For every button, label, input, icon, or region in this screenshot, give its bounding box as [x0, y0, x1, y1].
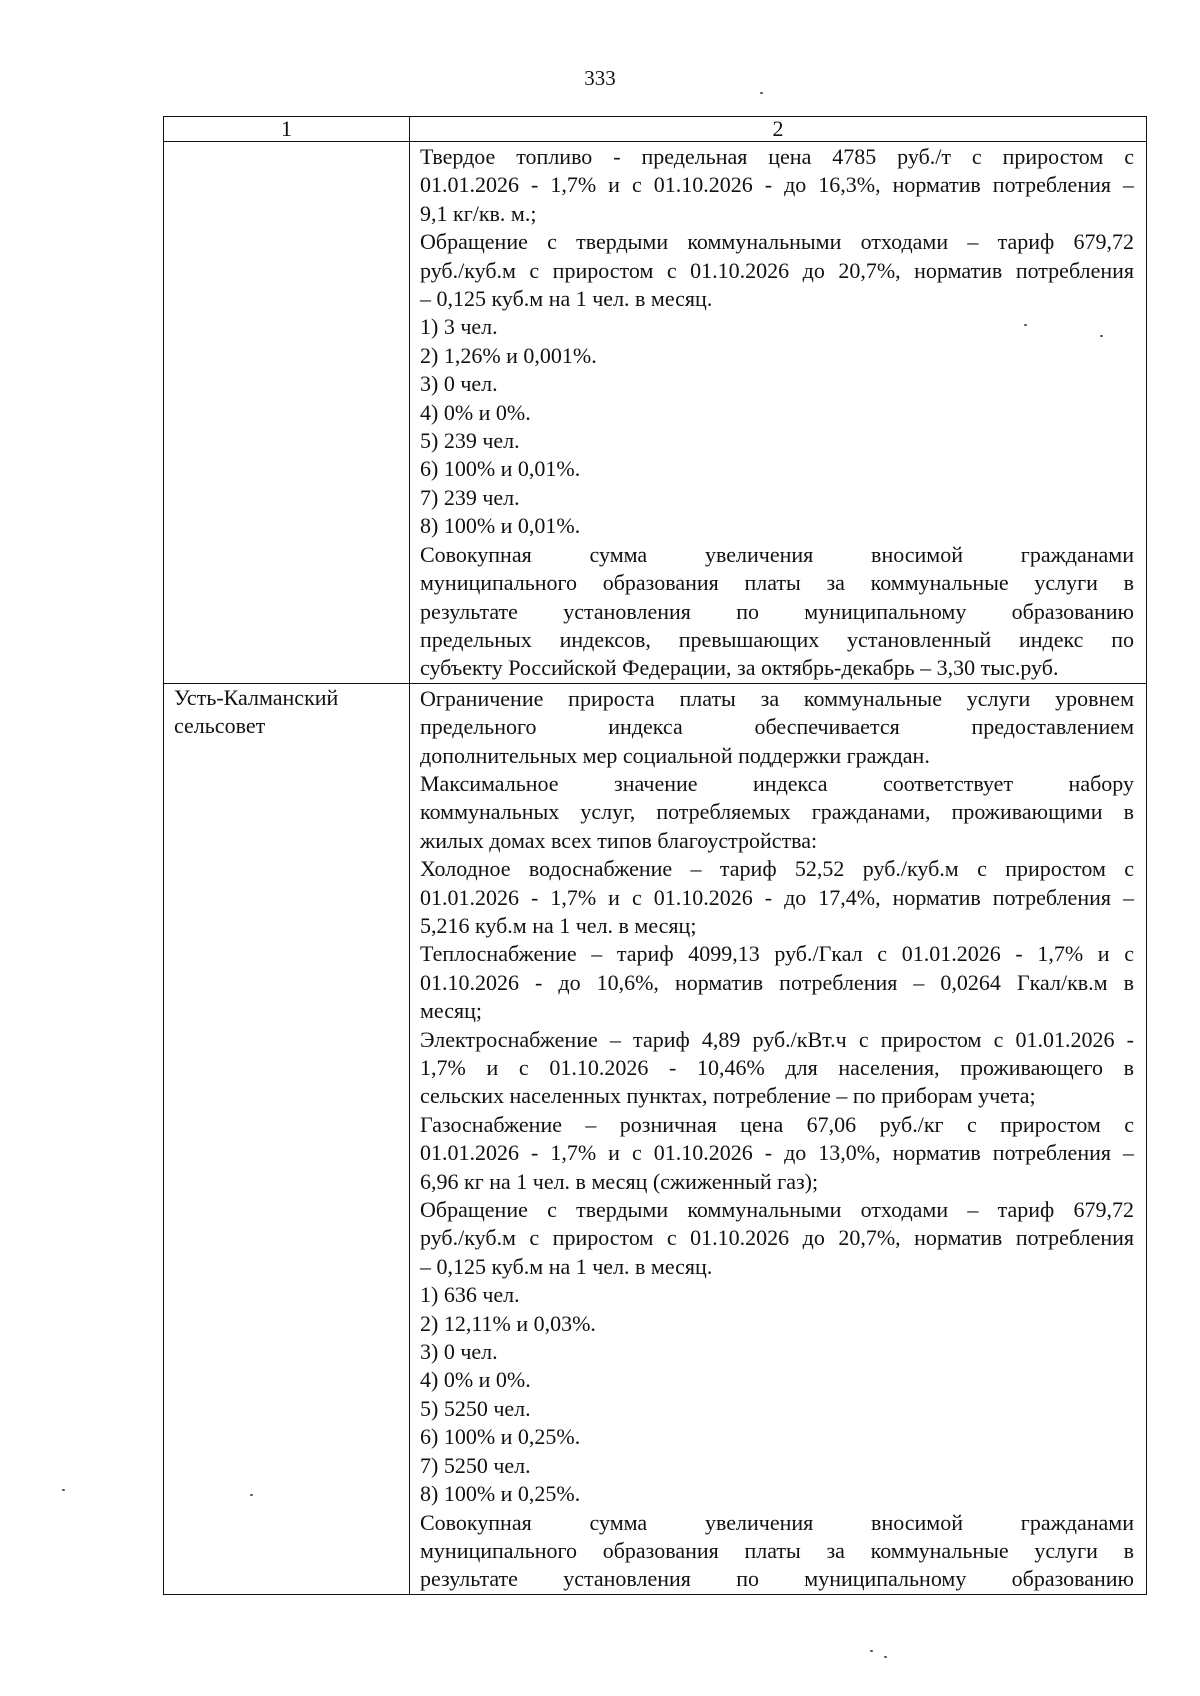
text-line: 5,216 куб.м на 1 чел. в месяц; — [420, 912, 697, 938]
text-line: Обращение с твердыми коммунальными отходами – тариф 679,72 — [420, 229, 1134, 255]
column-header-1: 1 — [164, 117, 410, 142]
table-row — [164, 683, 1147, 1594]
text-line: Совокупная сумма увеличения вносимой гражданами — [420, 541, 1134, 567]
text-line: 4) 0% и 0%. — [420, 1367, 531, 1393]
scan-speck — [870, 1650, 873, 1652]
text-line: Электроснабжение – тариф 4,89 руб./кВт.ч с приростом с 01.01.2026 - — [420, 1026, 1134, 1052]
text-line: 8) 100% и 0,25%. — [420, 1481, 581, 1507]
column-header-2: 2 — [410, 117, 1147, 142]
text-line: сельских населенных пунктах, потребление – по приборам учета; — [420, 1083, 1036, 1109]
text-line: предельных индексов, превышающих установленный индекс по — [420, 626, 1134, 652]
scan-speck — [250, 1494, 253, 1496]
text-line: – 0,125 куб.м на 1 чел. в месяц. — [420, 1253, 713, 1279]
text-line: 6,96 кг на 1 чел. в месяц (сжиженный газ); — [420, 1168, 819, 1194]
text-line: муниципального образования платы за коммунальные услуги в — [420, 1537, 1134, 1563]
text-line: 7) 239 чел. — [420, 484, 520, 510]
description-cell — [410, 683, 1147, 1594]
scan-speck — [1024, 324, 1027, 326]
text-line: 8) 100% и 0,01%. — [420, 513, 581, 539]
municipality-name-cell — [164, 142, 410, 684]
table-row — [164, 142, 1147, 684]
text-line: Газоснабжение – розничная цена 67,06 руб./кг с приростом с — [420, 1111, 1134, 1137]
text-line: месяц; — [420, 998, 483, 1024]
text-line: Усть-Калманский — [174, 684, 339, 710]
text-line: 5) 5250 чел. — [420, 1395, 531, 1421]
text-line: Максимальное значение индекса соответствует набору — [420, 770, 1134, 796]
text-line: дополнительных мер социальной поддержки граждан. — [420, 742, 930, 768]
scan-speck — [1100, 335, 1103, 337]
scan-speck — [884, 1656, 887, 1658]
scan-speck — [62, 1489, 65, 1491]
text-line: руб./куб.м с приростом с 01.10.2026 до 20,7%, норматив потребления — [420, 1225, 1134, 1251]
text-line: 6) 100% и 0,01%. — [420, 456, 581, 482]
text-line: предельного индекса обеспечивается предоставлением — [420, 714, 1134, 740]
document-table — [163, 116, 1147, 1595]
text-line: Совокупная сумма увеличения вносимой гражданами — [420, 1509, 1134, 1535]
text-line: сельсовет — [174, 713, 266, 739]
text-line: Холодное водоснабжение – тариф 52,52 руб./куб.м с приростом с — [420, 856, 1134, 882]
text-line: результате установления по муниципальному образованию — [420, 1566, 1134, 1592]
text-line: 1,7% и с 01.10.2026 - 10,46% для населения, проживающего в — [420, 1055, 1134, 1080]
text-line: 5) 239 чел. — [420, 428, 520, 454]
description-cell — [410, 142, 1147, 684]
text-line: жилых домах всех типов благоустройства: — [420, 827, 818, 853]
text-line: 1) 636 чел. — [420, 1282, 520, 1308]
text-line: 6) 100% и 0,25%. — [420, 1424, 581, 1450]
text-line: Ограничение прироста платы за коммунальные услуги уровнем — [420, 685, 1134, 711]
text-line: 7) 5250 чел. — [420, 1452, 531, 1478]
text-line: 01.01.2026 - 1,7% и с 01.10.2026 - до 17,4%, норматив потребления – — [420, 884, 1134, 910]
table-header-row — [164, 117, 1147, 142]
text-line: коммунальных услуг, потребляемых гражданами, проживающими в — [420, 799, 1134, 825]
text-line: 4) 0% и 0%. — [420, 399, 531, 425]
page-number: 333 — [584, 66, 616, 90]
text-line: муниципального образования платы за коммунальные услуги в — [420, 570, 1134, 596]
text-line: 01.01.2026 - 1,7% и с 01.10.2026 - до 13,0%, норматив потребления – — [420, 1140, 1134, 1166]
text-line: 2) 1,26% и 0,001%. — [420, 342, 597, 368]
text-line: результате установления по муниципальному образованию — [420, 598, 1134, 624]
text-line: 01.10.2026 - до 10,6%, норматив потребления – 0,0264 Гкал/кв.м в — [420, 969, 1134, 995]
municipality-name-cell — [164, 683, 410, 1594]
text-line: 3) 0 чел. — [420, 1339, 498, 1365]
text-line: 9,1 кг/кв. м.; — [420, 200, 537, 226]
text-line: Теплоснабжение – тариф 4099,13 руб./Гкал с 01.01.2026 - 1,7% и с — [420, 941, 1134, 967]
text-line: Твердое топливо - предельная цена 4785 руб./т с приростом с — [420, 144, 1134, 169]
text-line: 3) 0 чел. — [420, 371, 498, 397]
text-line: руб./куб.м с приростом с 01.10.2026 до 20,7%, норматив потребления — [420, 257, 1134, 283]
scan-speck — [760, 92, 763, 94]
text-line: Обращение с твердыми коммунальными отходами – тариф 679,72 — [420, 1197, 1134, 1223]
text-line: – 0,125 куб.м на 1 чел. в месяц. — [420, 286, 713, 312]
text-line: 01.01.2026 - 1,7% и с 01.10.2026 - до 16,3%, норматив потребления – — [420, 172, 1134, 198]
text-line: субъекту Российской Федерации, за октябрь-декабрь – 3,30 тыс.руб. — [420, 655, 1059, 681]
text-line: 1) 3 чел. — [420, 314, 498, 340]
text-line: 2) 12,11% и 0,03%. — [420, 1310, 596, 1336]
